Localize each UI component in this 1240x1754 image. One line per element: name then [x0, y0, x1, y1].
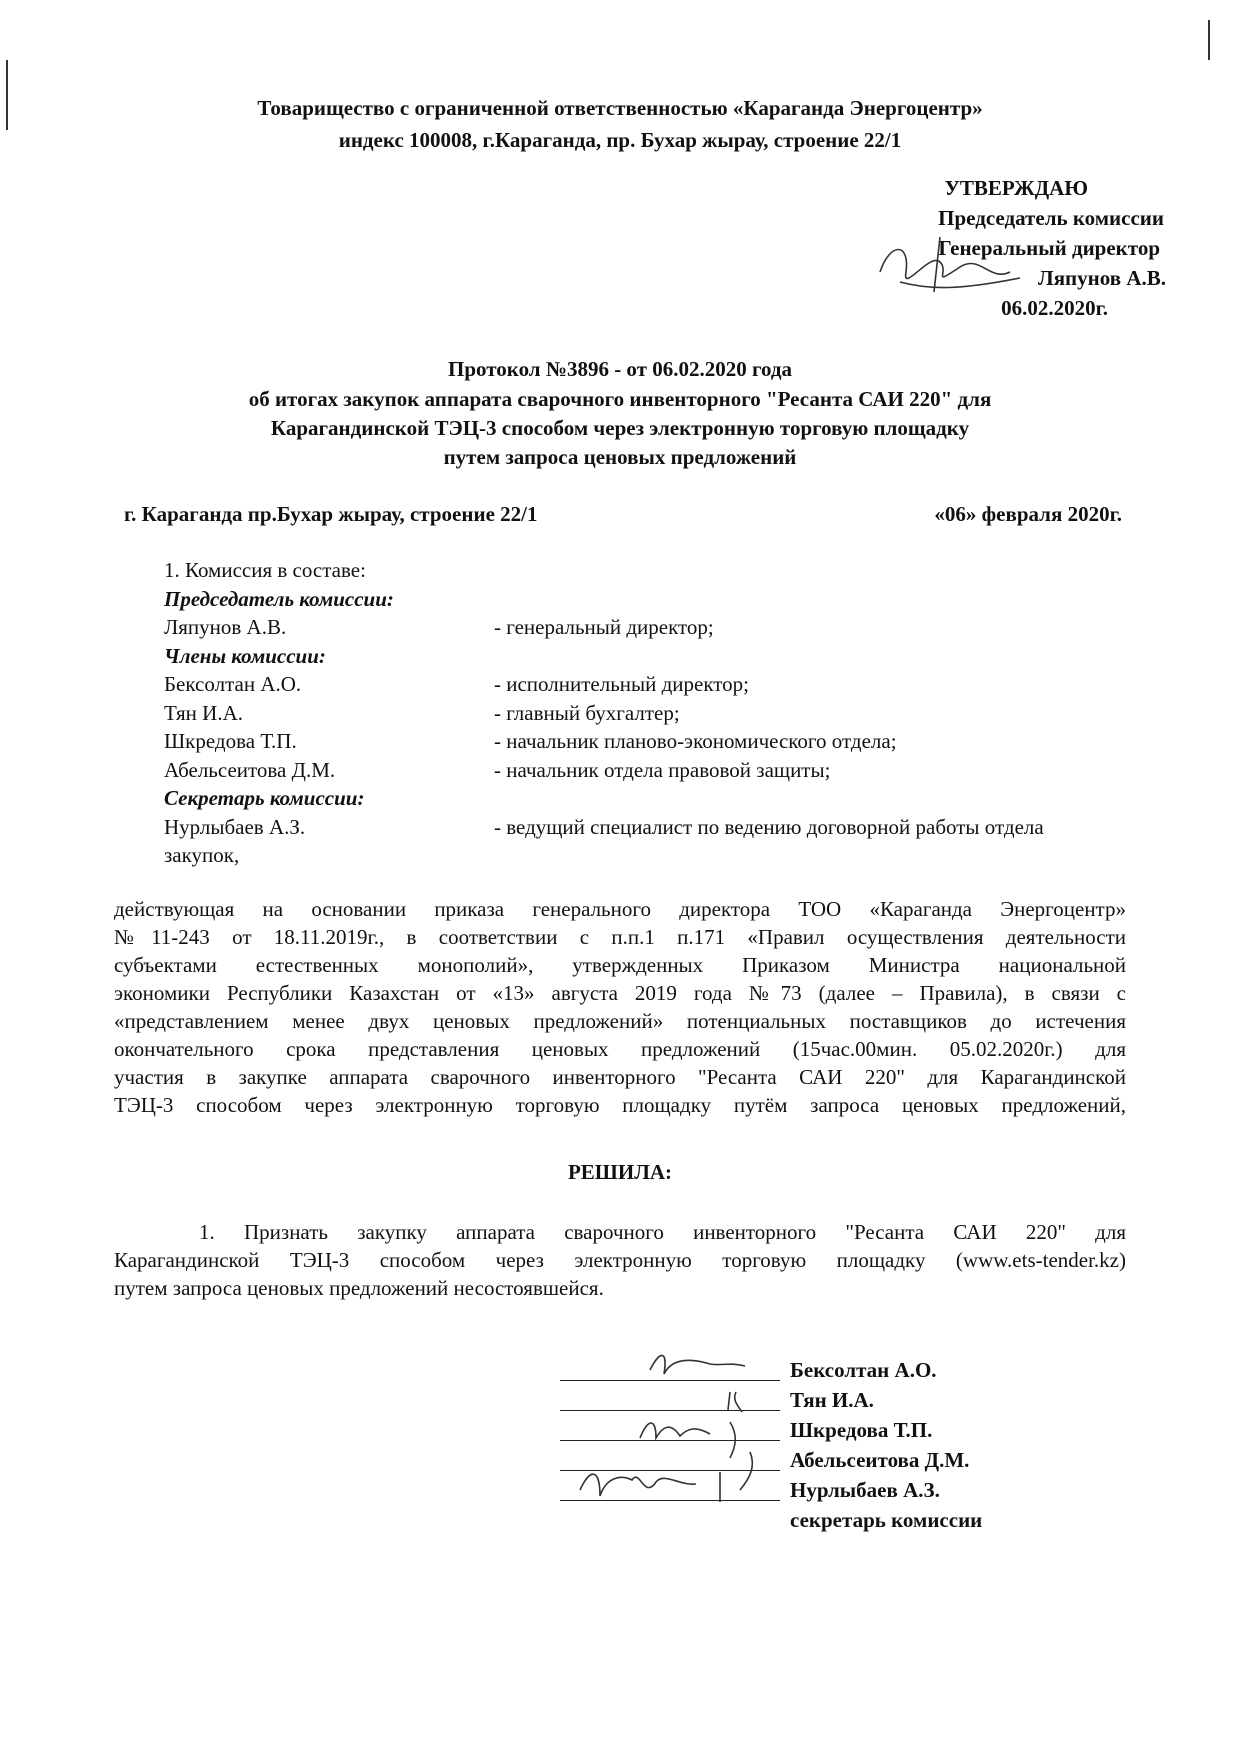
decision-line: путем запроса ценовых предложений несостоявшейся. — [114, 1276, 604, 1300]
approval-position1: Председатель комиссии — [938, 206, 1164, 230]
protocol-title: Протокол №3896 - от 06.02.2020 года — [447, 357, 793, 381]
protocol-subtitle-3: путем запроса ценовых предложений — [443, 445, 797, 469]
chair-heading: Председатель комиссии: — [164, 587, 394, 611]
member-name: Шкредова Т.П. — [164, 729, 297, 753]
decision-line: Карагандинской ТЭЦ-3 способом через электронную торговую площадку (www.ets-tender.kz) — [114, 1248, 1126, 1272]
paragraph-line: субъектами естественных монополий», утвержденных Приказом Министра национальной — [114, 953, 1126, 977]
secretary-name: Нурлыбаев А.З. — [164, 815, 306, 839]
secretary-caption: секретарь комиссии — [790, 1508, 983, 1532]
place: г. Караганда пр.Бухар жырау, строение 22/1 — [124, 502, 538, 526]
chair-role: - генеральный директор; — [494, 615, 714, 639]
secretary-role-cont: закупок, — [164, 843, 240, 867]
commission-intro: 1. Комиссия в составе: — [164, 558, 366, 582]
scan-artifact — [6, 60, 8, 130]
paragraph-line: действующая на основании приказа генерального директора ТОО «Караганда Энергоцентр» — [114, 897, 1126, 921]
org-name: Товарищество с ограниченной ответственностью «Караганда Энергоцентр» — [257, 96, 983, 120]
secretary-role: - ведущий специалист по ведению договорной работы отдела — [494, 815, 1044, 839]
protocol-subtitle-1: об итогах закупок аппарата сварочного инвенторного "Ресанта САИ 220" для — [248, 387, 992, 411]
approval-label: УТВЕРЖДАЮ — [944, 176, 1088, 200]
members-heading: Члены комиссии: — [164, 644, 326, 668]
paragraph-line: окончательного срока представления ценовых предложений (15час.00мин. 05.02.2020г.) для — [114, 1037, 1126, 1061]
signatory-name: Абельсеитова Д.М. — [790, 1448, 970, 1472]
signatory-name: Нурлыбаев А.З. — [790, 1478, 940, 1502]
member-name: Бексолтан А.О. — [164, 672, 302, 696]
paragraph-line: «представлением менее двух ценовых предложений» потенциальных поставщиков до истечения — [114, 1009, 1126, 1033]
protocol-subtitle-2: Карагандинской ТЭЦ-3 способом через электронную торговую площадку — [270, 416, 970, 440]
org-address: индекс 100008, г.Караганда, пр. Бухар жырау, строение 22/1 — [338, 128, 902, 152]
member-name: Тян И.А. — [164, 701, 244, 725]
paragraph-line: №11-243 от 18.11.2019г., в соответствии с п.п.1 п.171 «Правил осуществления деятельности — [114, 925, 1126, 949]
handwritten-signatures — [560, 1340, 800, 1530]
member-name: Абельсеитова Д.М. — [164, 758, 336, 782]
signatory-name: Тян И.А. — [790, 1388, 874, 1412]
paragraph-line: участия в закупке аппарата сварочного инвенторного "Ресанта САИ 220" для Карагандинской — [114, 1065, 1126, 1089]
member-role: - исполнительный директор; — [494, 672, 750, 696]
decision-paragraph — [114, 1218, 1126, 1302]
member-role: - начальник планово-экономического отдела; — [494, 729, 897, 753]
signatory-name: Бексолтан А.О. — [790, 1358, 937, 1382]
scan-artifact — [1208, 20, 1210, 60]
director-signature — [870, 232, 1030, 302]
member-role: - начальник отдела правовой защиты; — [494, 758, 831, 782]
paragraph-line: экономики Республики Казахстан от «13» августа 2019 года №73 (далее – Правила), в связи с — [114, 981, 1126, 1005]
date: «06» февраля 2020г. — [934, 502, 1122, 526]
chair-name: Ляпунов А.В. — [164, 615, 287, 639]
paragraph-line: ТЭЦ-3 способом через электронную торговую площадку путём запроса ценовых предложений, — [114, 1093, 1126, 1117]
approval-position2: Генеральный директор — [938, 236, 1160, 260]
member-role: - главный бухгалтер; — [494, 701, 680, 725]
basis-paragraph — [114, 895, 1126, 1119]
secretary-heading: Секретарь комиссии: — [164, 786, 365, 810]
signatory-name: Шкредова Т.П. — [790, 1418, 933, 1442]
decision-line: 1. Признать закупку аппарата сварочного инвенторного "Ресанта САИ 220" для — [199, 1220, 1126, 1244]
approval-date: 06.02.2020г. — [1001, 296, 1108, 320]
decision-heading: РЕШИЛА: — [567, 1160, 673, 1184]
approval-name: Ляпунов А.В. — [1038, 266, 1166, 290]
